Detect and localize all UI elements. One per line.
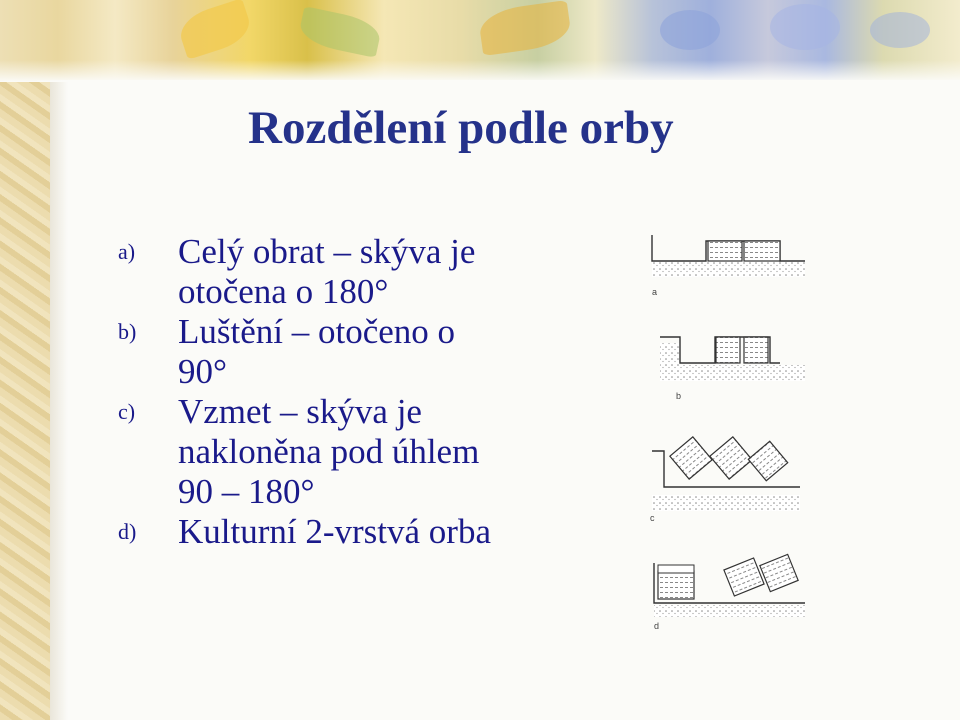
list-item-text: Vzmet – skýva je nakloněna pod úhlem 90 – 180° xyxy=(178,392,480,511)
list-item-text: Celý obrat – skýva je otočena o 180° xyxy=(178,232,476,311)
list-marker: c) xyxy=(118,399,136,424)
figure-label: b xyxy=(676,391,682,401)
list-item-text: Kulturní 2-vrstvá orba xyxy=(178,512,491,551)
figure-label: a xyxy=(652,287,658,297)
list-item-d xyxy=(118,512,508,552)
list-item-text: Luštění – otočeno o 90° xyxy=(178,312,456,391)
figure-label: c xyxy=(650,513,655,523)
diagram-c xyxy=(650,437,800,523)
figure-label: d xyxy=(654,621,660,631)
background-top-fade xyxy=(0,60,960,82)
decorative-flower xyxy=(870,12,930,48)
list-marker: d) xyxy=(118,519,137,544)
diagram-d xyxy=(654,554,805,631)
list-item-b xyxy=(118,312,508,392)
list-item-a xyxy=(118,232,508,312)
background-left-texture xyxy=(0,0,50,720)
list-marker: b) xyxy=(118,319,137,344)
plowing-figure xyxy=(640,225,810,635)
bullet-list xyxy=(118,232,508,552)
plowing-diagrams xyxy=(640,225,810,635)
list-item-c xyxy=(118,392,508,512)
diagram-a xyxy=(652,235,805,297)
list-marker: a) xyxy=(118,239,136,264)
diagram-b xyxy=(660,337,805,401)
background-left-shadow xyxy=(50,80,68,720)
decorative-flower xyxy=(770,4,840,50)
decorative-flower xyxy=(660,10,720,50)
slide-title: Rozdělení podle orby xyxy=(248,102,674,154)
